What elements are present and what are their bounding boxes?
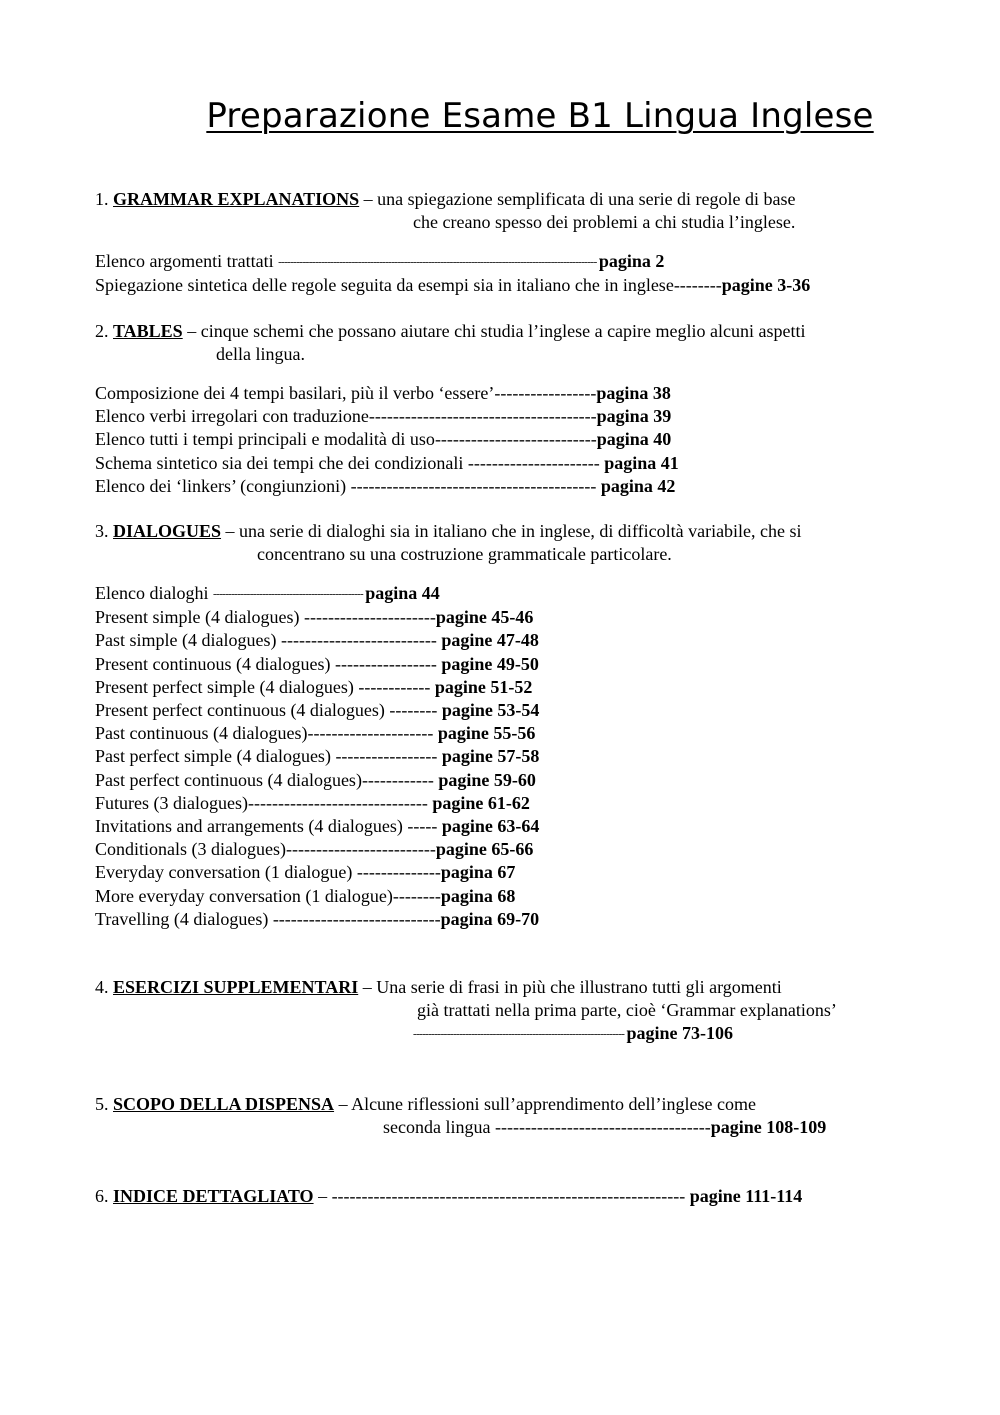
section-heading: GRAMMAR EXPLANATIONS	[113, 189, 360, 209]
section-description: – una spiegazione semplificata di una serie di regole di base	[359, 189, 796, 209]
grammar-items-list	[95, 250, 810, 297]
section-heading: INDICE DETTAGLIATO	[113, 1186, 314, 1206]
section-tables: 2. TABLES – cinque schemi che possano aiutare chi studia l’inglese a capire meglio alcuni aspetti della lingua.	[95, 321, 806, 364]
list-item: Elenco dialoghi ------------------------------------------------- pagina 44	[95, 583, 440, 603]
list-item: Present perfect simple (4 dialogues) ------------ pagine 51-52	[95, 676, 533, 697]
list-item: Futures (3 dialogues)------------------------------ pagine 61-62	[95, 792, 530, 813]
list-item: Past perfect simple (4 dialogues) ----------------- pagine 57-58	[95, 746, 540, 767]
section-grammar-explanations	[95, 188, 796, 234]
section-dialogues: 3. DIALOGUES – una serie di dialoghi sia in italiano che in inglese, di difficoltà variabile, che si concentrano su una costruzione grammaticale particolare.	[95, 521, 802, 564]
list-item: Elenco verbi irregolari con traduzione--------------------------------------pagina 39	[95, 406, 672, 427]
list-item: Present continuous (4 dialogues) ----------------- pagine 49-50	[95, 653, 539, 674]
list-item: Present perfect continuous (4 dialogues) -------- pagine 53-54	[95, 700, 540, 721]
section-heading: ESERCIZI SUPPLEMENTARI	[113, 977, 359, 997]
list-item: Spiegazione sintetica delle regole seguita da esempi sia in italiano che in inglese--------pagine 3-36	[95, 275, 811, 296]
section-heading: DIALOGUES	[113, 521, 222, 541]
list-item: Present simple (4 dialogues) ----------------------pagine 45-46	[95, 607, 534, 628]
list-item: Composizione dei 4 tempi basilari, più il verbo ‘essere’-----------------pagina 38	[95, 383, 671, 403]
list-item: Travelling (4 dialogues) ----------------------------pagina 69-70	[95, 908, 540, 929]
tables-items-list	[95, 382, 679, 498]
section-indice-dettagliato: 6. INDICE DETTAGLIATO – ----------------------------------------------------------- pagine 111-114	[95, 1186, 803, 1206]
section-description-cont: che creano spesso dei problemi a chi studia l’inglese.	[413, 212, 796, 232]
list-item: Past simple (4 dialogues) -------------------------- pagine 47-48	[95, 630, 539, 651]
section-heading: SCOPO DELLA DISPENSA	[113, 1094, 335, 1114]
list-item: Past perfect continuous (4 dialogues)------------ pagine 59-60	[95, 769, 536, 790]
section-scopo-della-dispensa: 5. SCOPO DELLA DISPENSA – Alcune riflessioni sull’apprendimento dell’inglese come seconda lingua ------------------------------------pagine 108-109	[95, 1094, 827, 1137]
list-item: Past continuous (4 dialogues)--------------------- pagine 55-56	[95, 723, 536, 744]
list-item: Everyday conversation (1 dialogue) --------------pagina 67	[95, 862, 516, 883]
list-item: More everyday conversation (1 dialogue)--------pagina 68	[95, 885, 516, 906]
dialogues-items-list	[95, 582, 539, 931]
section-number: 1.	[95, 189, 109, 209]
list-item: Elenco argomenti trattati -------------------------------------------------------------------------------------------------------- pagina 2	[95, 251, 665, 271]
section-heading: TABLES	[113, 321, 183, 341]
list-item: Schema sintetico sia dei tempi che dei condizionali ---------------------- pagina 41	[95, 452, 679, 473]
list-item: Elenco tutti i tempi principali e modalità di uso---------------------------pagina 40	[95, 429, 672, 450]
list-item: Elenco dei ‘linkers’ (congiunzioni) ----------------------------------------- pagina 42	[95, 475, 676, 496]
page-title: Preparazione Esame B1 Lingua Inglese	[206, 96, 874, 136]
list-item: Conditionals (3 dialogues)-------------------------pagine 65-66	[95, 839, 534, 860]
section-esercizi-supplementari: 4. ESERCIZI SUPPLEMENTARI – Una serie di frasi in più che illustrano tutti gli argomenti già trattati nella prima parte, cioè ‘Grammar explanations’ --------------------------------------------------------------------- pagine 73-106	[95, 977, 837, 1043]
list-item: Invitations and arrangements (4 dialogues) ----- pagine 63-64	[95, 816, 540, 837]
